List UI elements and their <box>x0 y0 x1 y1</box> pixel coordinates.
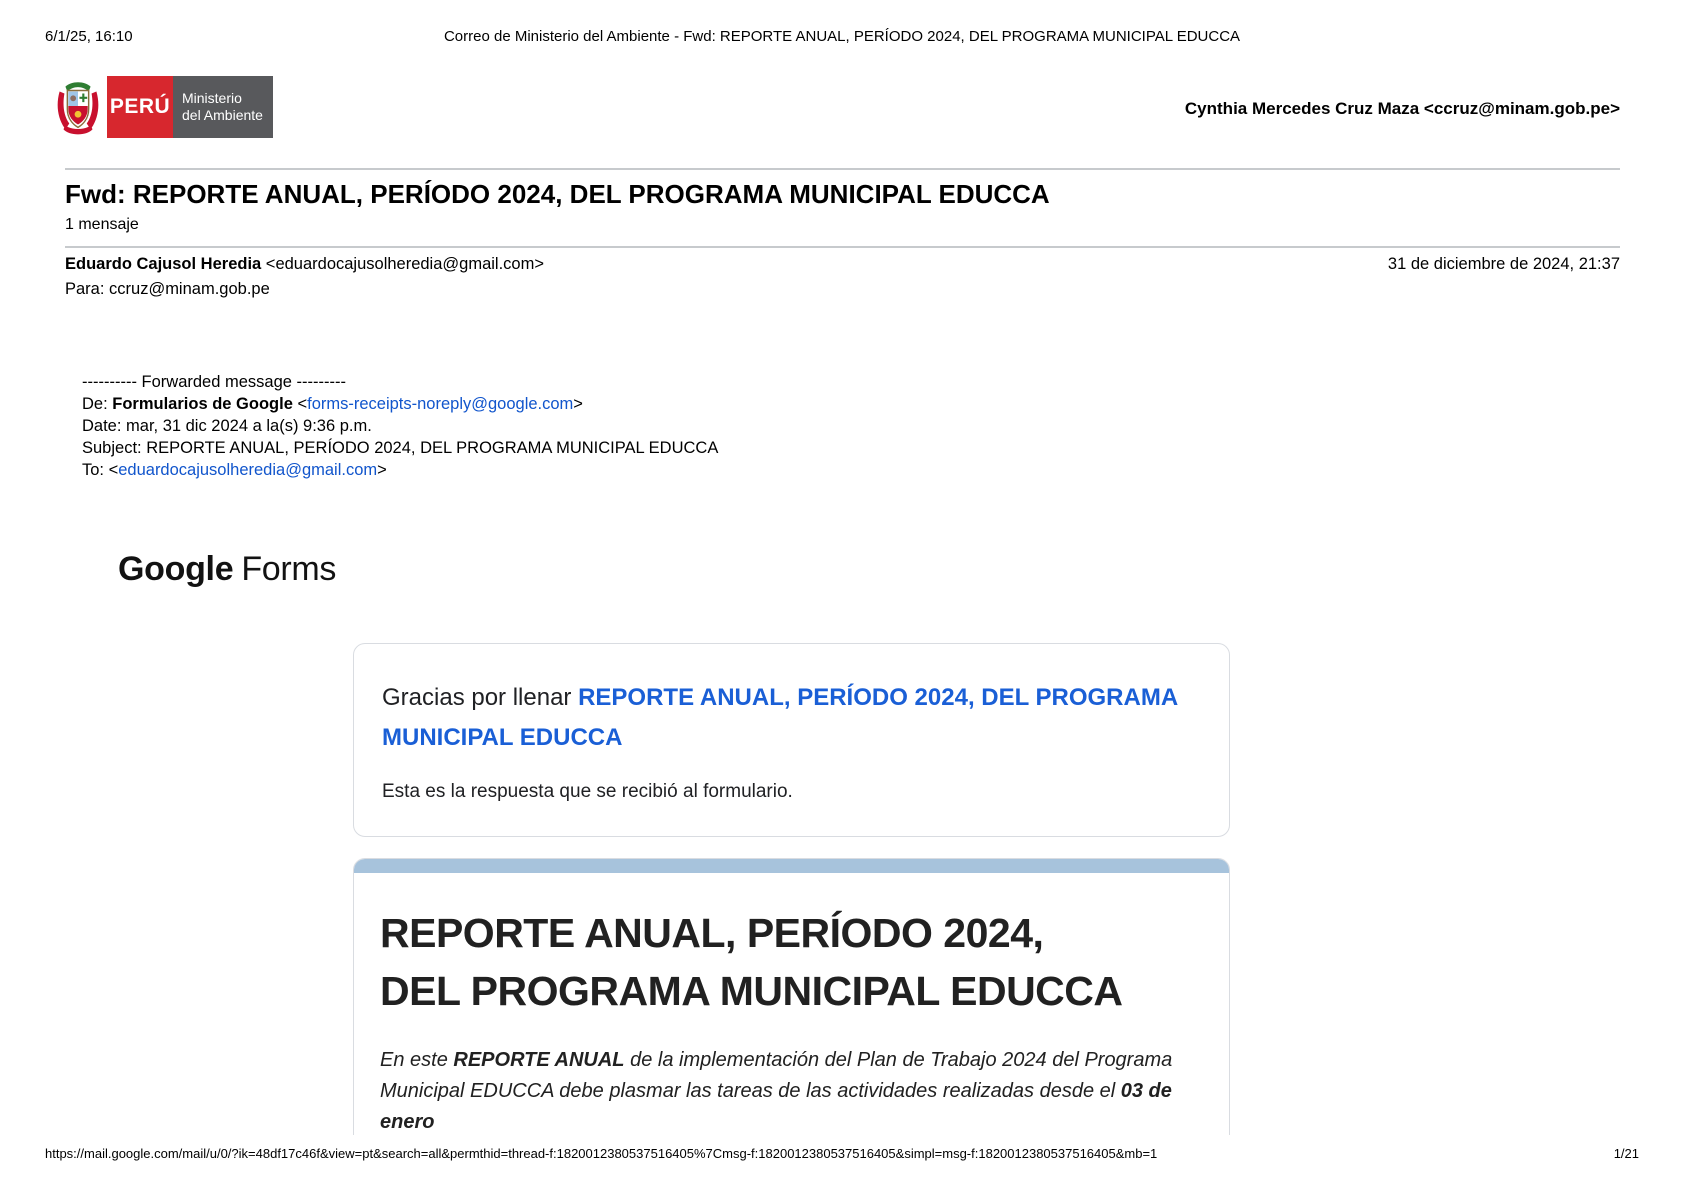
forwarded-date-line: Date: mar, 31 dic 2024 a la(s) 9:36 p.m. <box>82 417 372 435</box>
account-owner: Cynthia Mercedes Cruz Maza <ccruz@minam.gob.pe> <box>1184 99 1620 118</box>
form-title-line-2: DEL PROGRAMA MUNICIPAL EDUCCA <box>380 968 1123 1014</box>
message-header-row <box>65 255 1620 274</box>
message-date: 31 de diciembre de 2024, 21:37 <box>1387 255 1620 273</box>
to-label: To: < <box>82 461 119 479</box>
form-card-clip <box>353 858 1230 1135</box>
ministry-line-1: Ministerio <box>182 89 242 106</box>
minam-logo <box>54 76 273 138</box>
to-email-link[interactable]: eduardocajusolheredia@gmail.com <box>118 461 378 479</box>
from-open-bracket: < <box>292 395 308 413</box>
form-title-line-1: REPORTE ANUAL, PERÍODO 2024, <box>380 910 1044 956</box>
divider <box>65 168 1620 170</box>
sender-email: <eduardocajusolheredia@gmail.com> <box>261 255 544 273</box>
ministry-line-2: del Ambiente <box>182 107 263 123</box>
print-page-number: 1/21 <box>1613 1146 1639 1161</box>
thanks-card <box>353 643 1230 837</box>
peru-wordmark <box>107 76 173 138</box>
from-close-bracket: > <box>573 395 583 413</box>
from-label: De: <box>82 395 113 413</box>
forwarded-block <box>82 371 718 481</box>
print-url: https://mail.google.com/mail/u/0/?ik=48df17c46f&view=pt&search=all&permthid=thread-f:1820012380537516405%7Cmsg-f:1820012380537516405&simpl=msg-f:1820012380537516405&mb=1 <box>45 1146 1158 1161</box>
sender-name: Eduardo Cajusol Heredia <box>65 255 262 273</box>
google-forms-logo-google: Google <box>118 550 234 588</box>
from-email-link[interactable]: forms-receipts-noreply@google.com <box>307 395 574 413</box>
form-card <box>353 858 1230 1135</box>
thanks-prefix: Gracias por llenar <box>382 684 579 711</box>
recipient-line: Para: ccruz@minam.gob.pe <box>65 280 270 298</box>
divider <box>65 246 1620 248</box>
from-name: Formularios de Google <box>112 395 293 413</box>
print-title: Correo de Ministerio del Ambiente - Fwd: REPORTE ANUAL, PERÍODO 2024, DEL PROGRAMA MUNICIPAL EDUCCA <box>443 28 1241 45</box>
peru-wordmark-text: PERÚ <box>109 95 171 118</box>
message-count: 1 mensaje <box>65 216 139 233</box>
thread-subject: Fwd: REPORTE ANUAL, PERÍODO 2024, DEL PROGRAMA MUNICIPAL EDUCCA <box>65 179 1050 209</box>
print-footer <box>45 1146 1639 1166</box>
forwarded-from-line <box>82 393 718 415</box>
google-forms-logo <box>118 550 336 589</box>
forwarded-subject-line: Subject: REPORTE ANUAL, PERÍODO 2024, DEL PROGRAMA MUNICIPAL EDUCCA <box>82 439 719 457</box>
google-forms-logo-forms: Forms <box>241 550 337 588</box>
forwarded-to-line <box>82 459 718 481</box>
form-title-link[interactable]: REPORTE ANUAL, PERÍODO 2024, DEL PROGRAMA MUNICIPAL EDUCCA <box>382 684 1178 751</box>
print-header <box>45 28 1639 48</box>
to-close-bracket: > <box>377 461 387 479</box>
desc-part-2: de la implementación del Plan de Trabajo 2024 del Programa Municipal EDUCCA debe plasmar las tareas de las actividades realizadas desde el <box>380 1049 1173 1102</box>
desc-part-1: En este <box>380 1049 454 1071</box>
print-datetime: 6/1/25, 16:10 <box>45 28 133 45</box>
forwarded-marker: ---------- Forwarded message --------- <box>82 373 346 391</box>
thanks-body: Esta es la respuesta que se recibió al formulario. <box>382 781 793 802</box>
ministry-wordmark <box>173 76 273 138</box>
thanks-line <box>382 678 1195 758</box>
form-card-title <box>380 904 1203 1020</box>
desc-bold-1: REPORTE ANUAL <box>453 1049 625 1071</box>
desc-bold-2: 03 de enero <box>380 1080 1172 1133</box>
form-card-description <box>380 1045 1199 1135</box>
peru-coat-of-arms-icon <box>54 76 102 138</box>
form-card-accent-bar <box>354 859 1229 873</box>
